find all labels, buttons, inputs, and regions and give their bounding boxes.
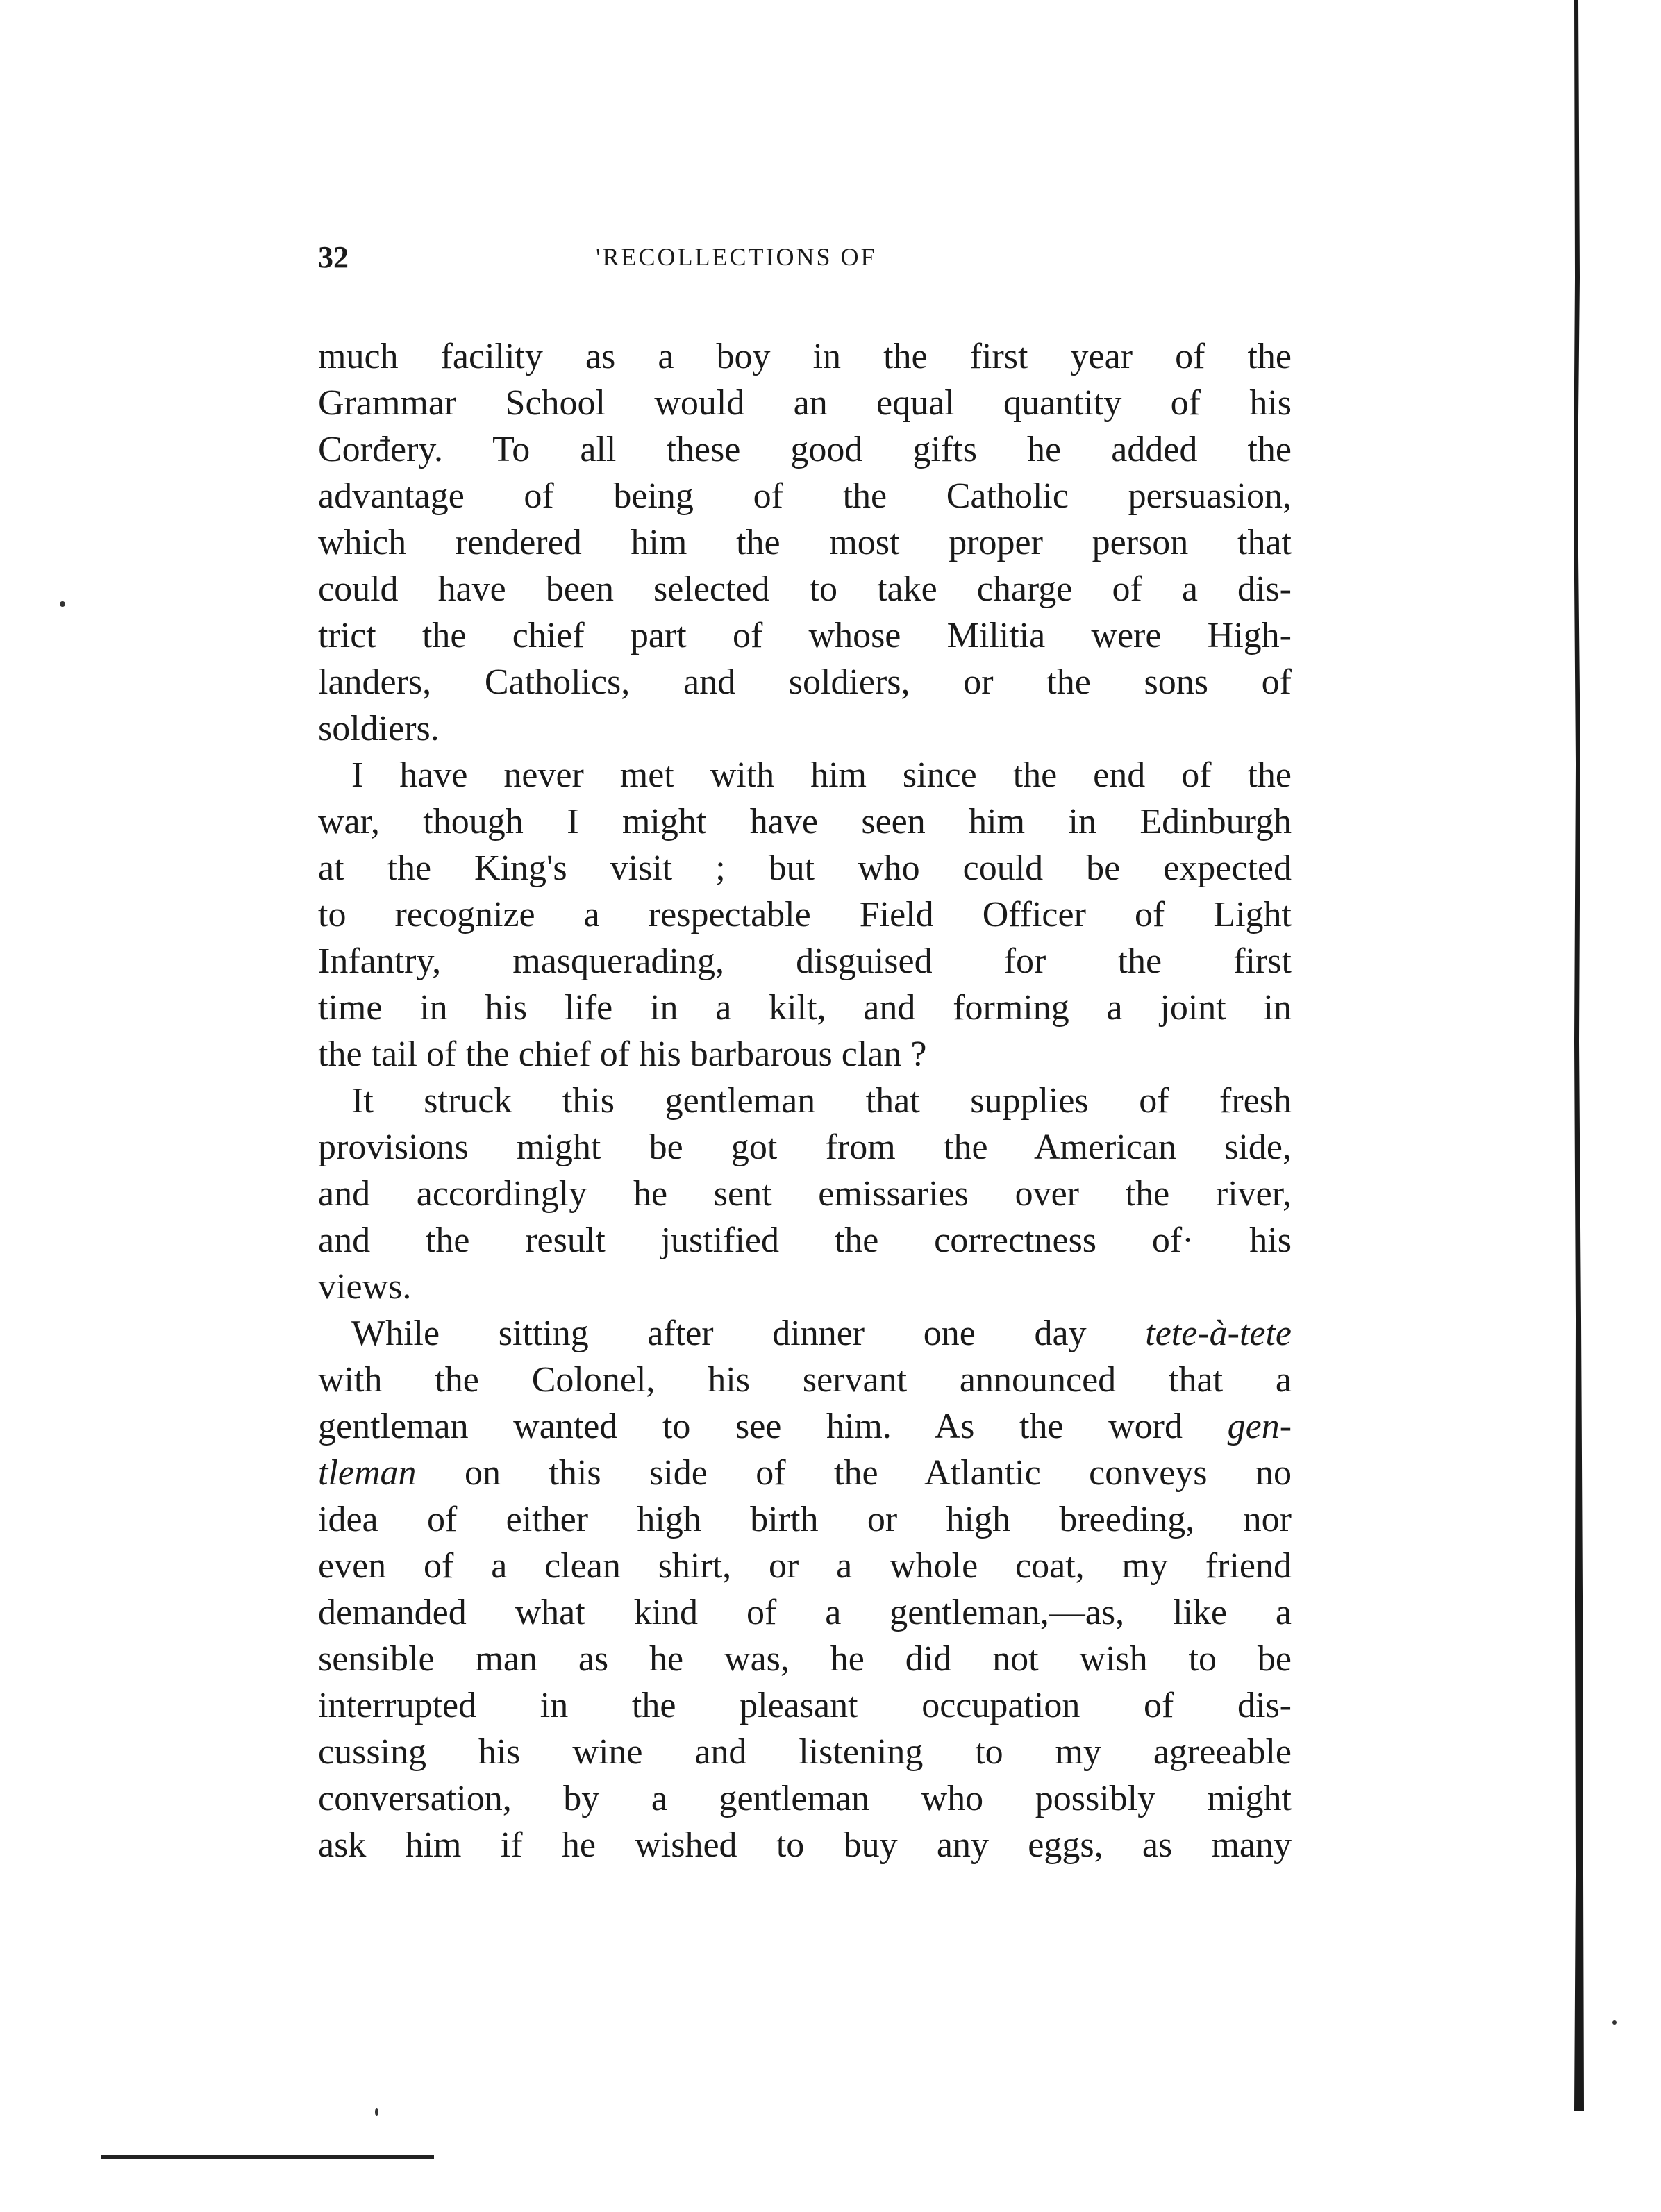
binding-shadow (1566, 0, 1587, 2111)
text-line: war, though I might have seen him in Edinburgh (318, 802, 1292, 841)
scan-speck (60, 601, 65, 607)
text-line: time in his life in a kilt, and forming a joint in (318, 988, 1292, 1028)
text-line: trict the chief part of whose Militia were High- (318, 616, 1292, 655)
text-segment: on this side of the Atlantic conveys no (465, 1453, 1292, 1493)
italic-phrase: gen- (1227, 1407, 1292, 1446)
scan-speck (1612, 2020, 1617, 2025)
text-line: It struck this gentleman that supplies of fresh (351, 1081, 1292, 1121)
body-text (318, 333, 1292, 1868)
text-line: sensible man as he was, he did not wish to be (318, 1639, 1292, 1679)
text-line: conversation, by a gentleman who possibly might (318, 1779, 1292, 1818)
text-line: which rendered him the most proper person that (318, 523, 1292, 562)
text-line: I have never met with him since the end of the (351, 755, 1292, 795)
text-line: ask him if he wished to buy any eggs, as many (318, 1825, 1292, 1865)
text-line: Infantry, masquerading, disguised for the first (318, 941, 1292, 981)
text-line: could have been selected to take charge of a dis- (318, 569, 1292, 609)
running-head (318, 240, 1290, 281)
text-line: advantage of being of the Catholic persuasion, (318, 476, 1292, 516)
running-title: 'RECOLLECTIONS OF (596, 243, 877, 271)
text-line: landers, Catholics, and soldiers, or the sons of (318, 662, 1292, 702)
text-line: the tail of the chief of his barbarous clan ? (318, 1034, 927, 1074)
text-line: and accordingly he sent emissaries over the river, (318, 1174, 1292, 1214)
text-line: views. (318, 1267, 412, 1307)
text-line: to recognize a respectable Field Officer of Light (318, 895, 1292, 935)
scan-speck (375, 2108, 378, 2116)
text-line: cussing his wine and listening to my agreeable (318, 1732, 1292, 1772)
text-line: soldiers. (318, 709, 440, 748)
bottom-rule (101, 2155, 434, 2159)
page-number: 32 (318, 240, 349, 274)
text-line: at the King's visit ; but who could be expected (318, 848, 1292, 888)
text-line (318, 1403, 1292, 1450)
text-line (318, 1310, 1292, 1357)
text-line: Corđery. To all these good gifts he added the (318, 430, 1292, 469)
text-line: provisions might be got from the American side, (318, 1128, 1292, 1167)
text-line: interrupted in the pleasant occupation of dis- (318, 1686, 1292, 1725)
text-line: and the result justified the correctness of· his (318, 1221, 1292, 1260)
text-line: with the Colonel, his servant announced that a (318, 1360, 1292, 1400)
text-line: much facility as a boy in the first year of the (318, 337, 1292, 376)
text-segment: While sitting after dinner one day (351, 1314, 1087, 1353)
italic-phrase: tleman (318, 1453, 417, 1493)
text-line: Grammar School would an equal quantity of his (318, 383, 1292, 423)
text-line: demanded what kind of a gentleman,—as, like a (318, 1593, 1292, 1632)
text-line (318, 1450, 1292, 1496)
text-segment: gentleman wanted to see him. As the word (318, 1407, 1183, 1446)
italic-phrase: tete-à-tete (1145, 1314, 1292, 1353)
text-line: even of a clean shirt, or a whole coat, my friend (318, 1546, 1292, 1586)
text-line: idea of either high birth or high breeding, nor (318, 1500, 1292, 1539)
